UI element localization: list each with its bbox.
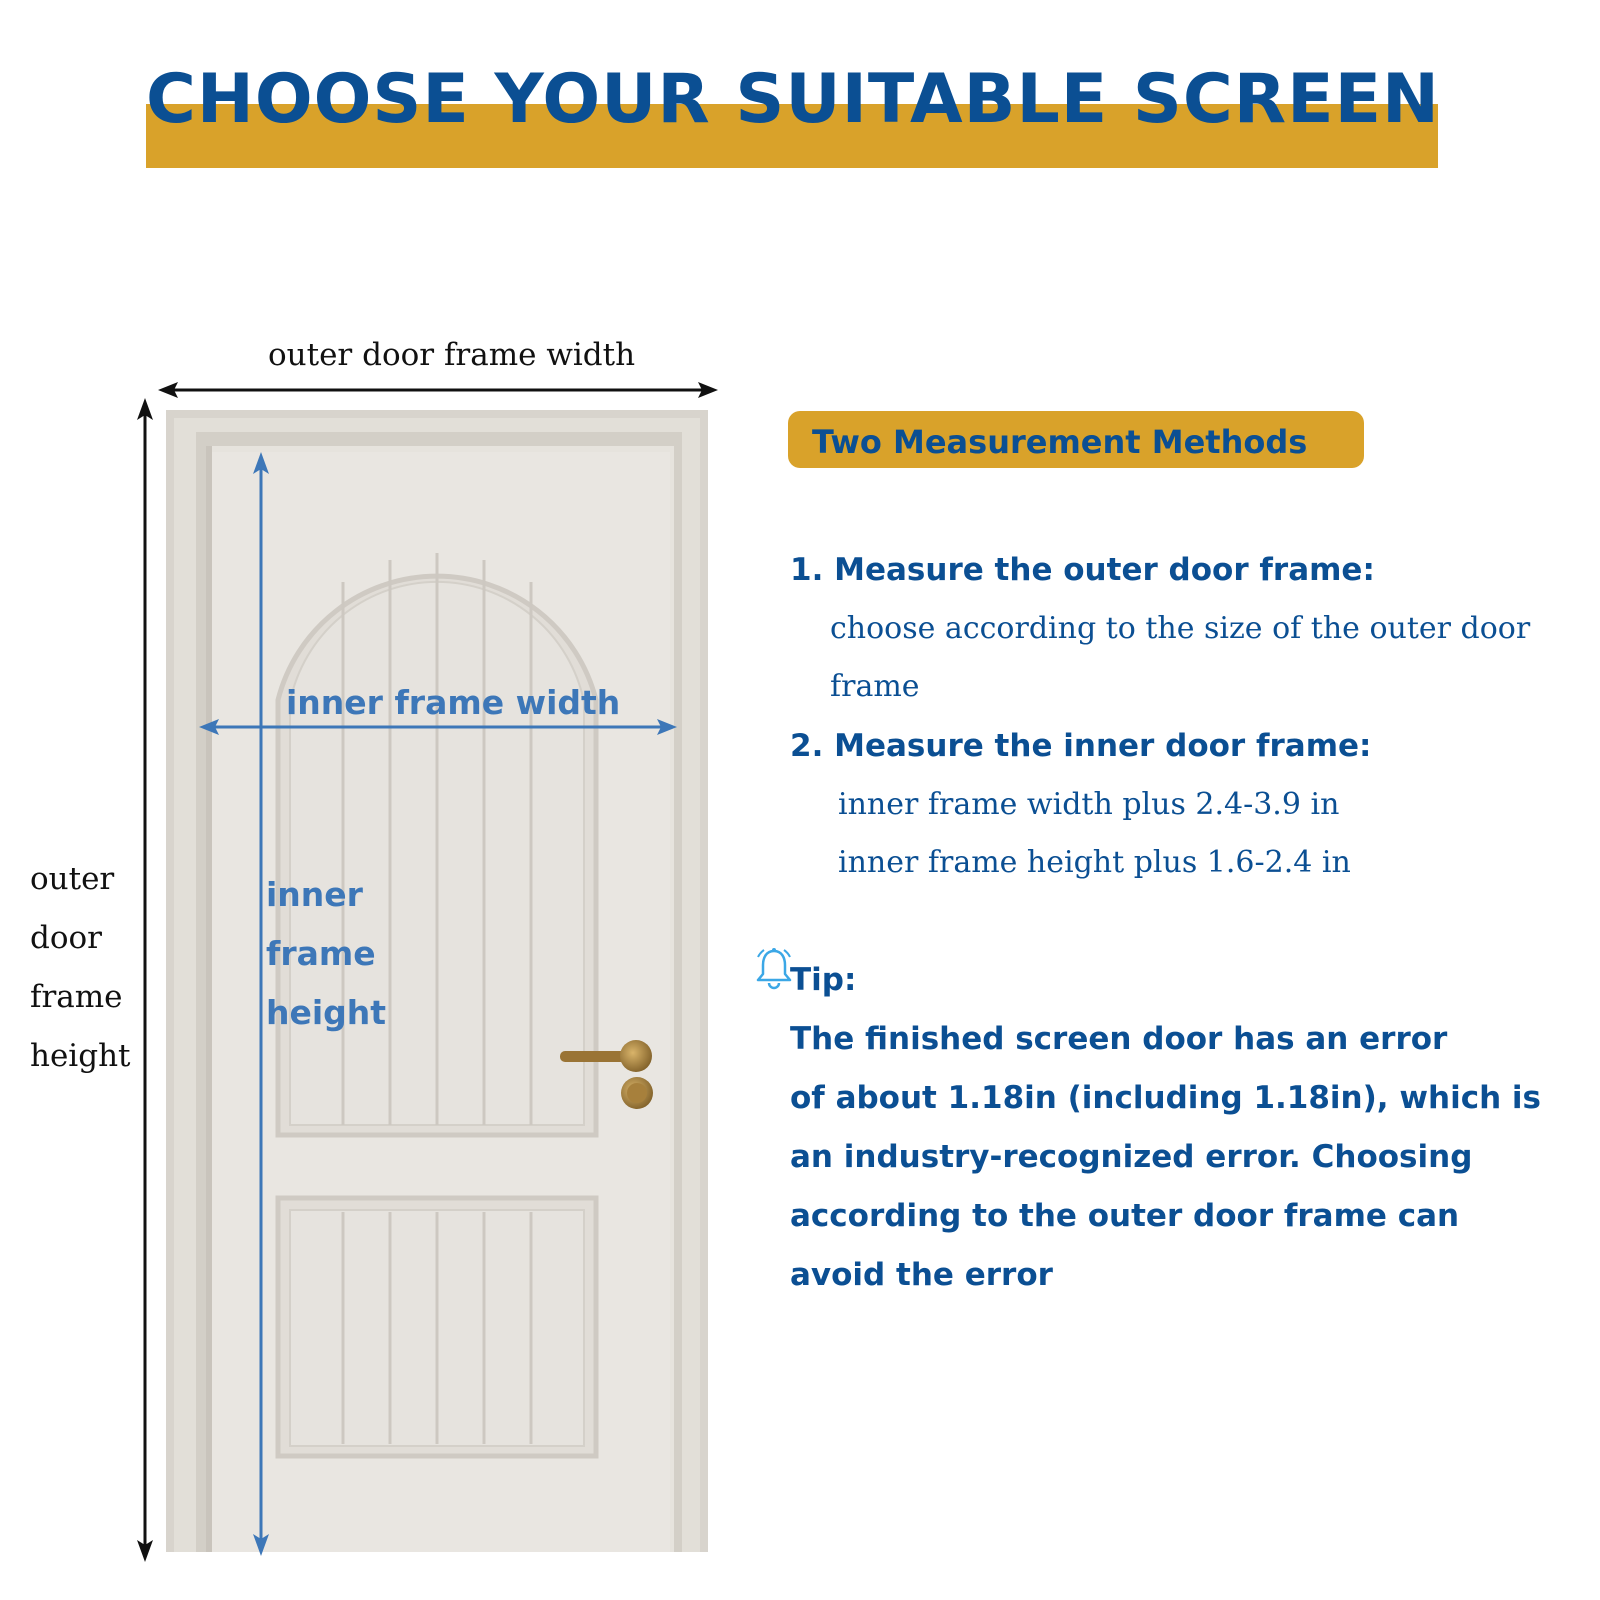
tip-text: The finished screen door has an error of about 1.18in (including 1.18in), which is an industry-recognized error. Choosing according to the outer door frame can avoid the error xyxy=(790,1021,1542,1293)
step2-description: inner frame width plus 2.4-3.9 in inner frame height plus 1.6-2.4 in xyxy=(838,787,1351,880)
methods-badge xyxy=(788,411,1364,468)
outer-width-arrow xyxy=(158,382,718,398)
inner-height-label: inner frame height xyxy=(266,875,387,1032)
step1-description: choose according to the size of the outer door frame xyxy=(830,611,1531,704)
step1-heading: 1. Measure the outer door frame: xyxy=(790,552,1375,588)
tip-heading: Tip: xyxy=(790,962,857,998)
inner-width-label: inner frame width xyxy=(286,683,621,722)
step2-heading: 2. Measure the inner door frame: xyxy=(790,728,1372,764)
page-title: CHOOSE YOUR SUITABLE SCREEN xyxy=(146,60,1440,139)
methods-badge-label: Two Measurement Methods xyxy=(812,423,1308,461)
bell-icon xyxy=(754,947,794,991)
outer-height-label: outer door frame height xyxy=(30,861,131,1074)
outer-width-label: outer door frame width xyxy=(268,337,636,373)
